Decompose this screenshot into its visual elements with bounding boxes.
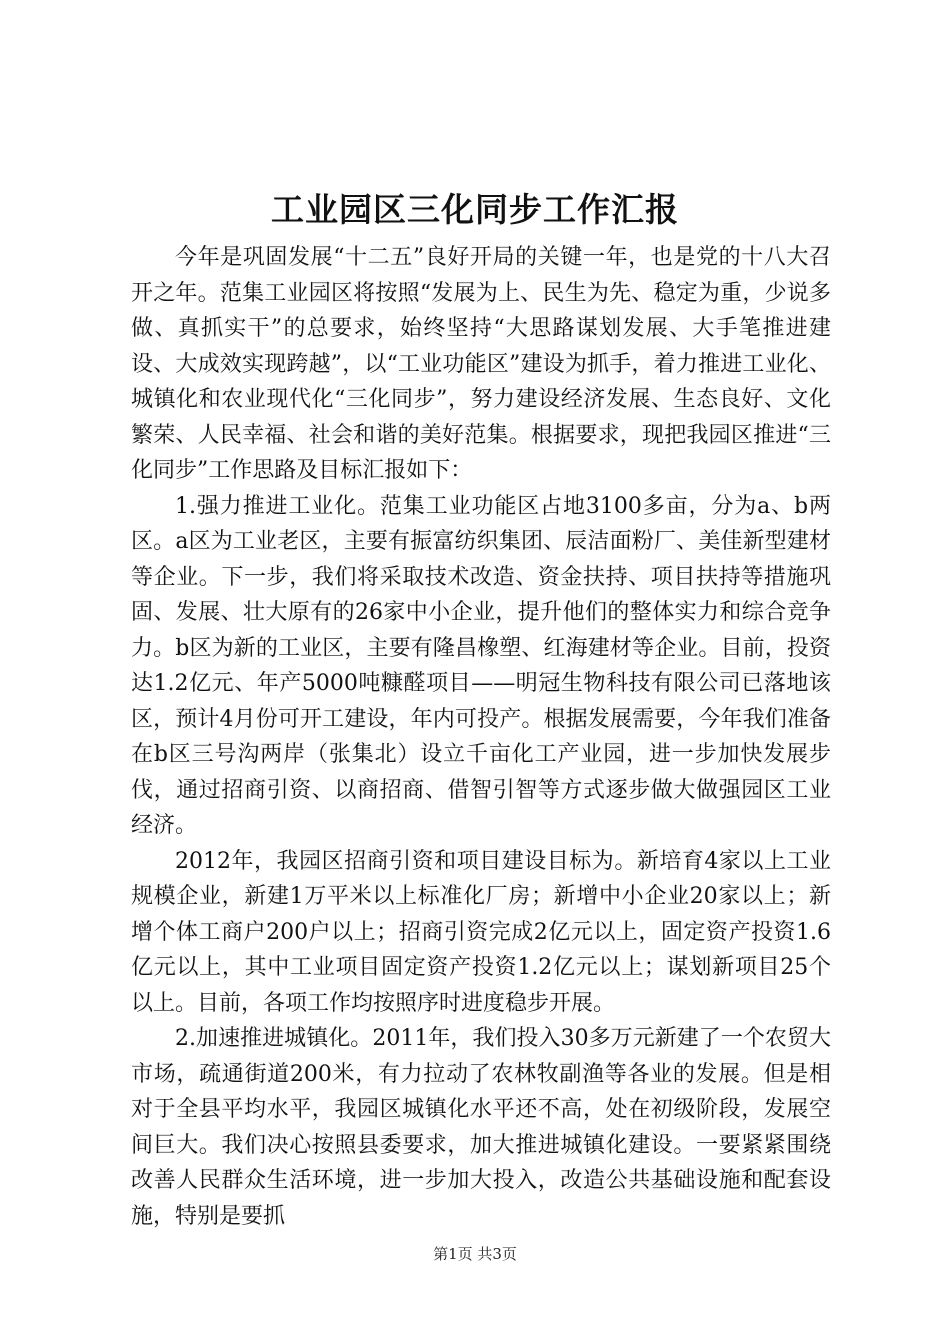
paragraph-intro: 今年是巩固发展“十二五”良好开局的关键一年，也是党的十八大召开之年。范集工业园区将按照“发展为上、民生为先、稳定为重，少说多做、真抓实干”的总要求，始终坚持“大思路谋划发展、大手笔推进建设、大成效实现跨越”，以“工业功能区”建设为抓手，着力推进工业化、城镇化和农业现代化“三化同步”，努力建设经济发展、生态良好、文化繁荣、人民幸福、社会和谐的美好范集。根据要求，现把我园区推进“三化同步”工作思路及目标汇报如下：	[131, 245, 831, 483]
page-number-footer: 第1页 共3页	[433, 1245, 517, 1263]
document-body	[131, 240, 831, 1234]
document-title: 工业园区三化同步工作汇报	[271, 190, 679, 229]
paragraph-2012-targets: 2012年，我园区招商引资和项目建设目标为。新培育4家以上工业规模企业，新建1万平米以上标准化厂房；新增中小企业20家以上；新增个体工商户200户以上；招商引资完成2亿元以上，固定资产投资1.6亿元以上，其中工业项目固定资产投资1.2亿元以上；谋划新项目25个以上。目前，各项工作均按照序时进度稳步开展。	[131, 848, 831, 1016]
paragraph-industrialization: 1.强力推进工业化。范集工业功能区占地3100多亩，分为a、b两区。a区为工业老区，主要有振富纺织集团、辰洁面粉厂、美佳新型建材等企业。下一步，我们将采取技术改造、资金扶持、项目扶持等措施巩固、发展、壮大原有的26家中小企业，提升他们的整体实力和综合竞争力。b区为新的工业区，主要有隆昌橡塑、红海建材等企业。目前，投资达1.2亿元、年产5000吨糠醛项目——明冠生物科技有限公司已落地该区，预计4月份可开工建设，年内可投产。根据发展需要，今年我们准备在b区三号沟两岸（张集北）设立千亩化工产业园，进一步加快发展步伐，通过招商引资、以商招商、借智引智等方式逐步做大做强园区工业经济。	[131, 493, 831, 838]
paragraph-urbanization: 2.加速推进城镇化。2011年，我们投入30多万元新建了一个农贸大市场，疏通街道200米，有力拉动了农林牧副渔等各业的发展。但是相对于全县平均水平，我园区城镇化水平还不高，处在初级阶段，发展空间巨大。我们决心按照县委要求，加大推进城镇化建设。一要紧紧围绕改善人民群众生活环境，进一步加大投入，改造公共基础设施和配套设施，特别是要抓	[131, 1026, 831, 1229]
